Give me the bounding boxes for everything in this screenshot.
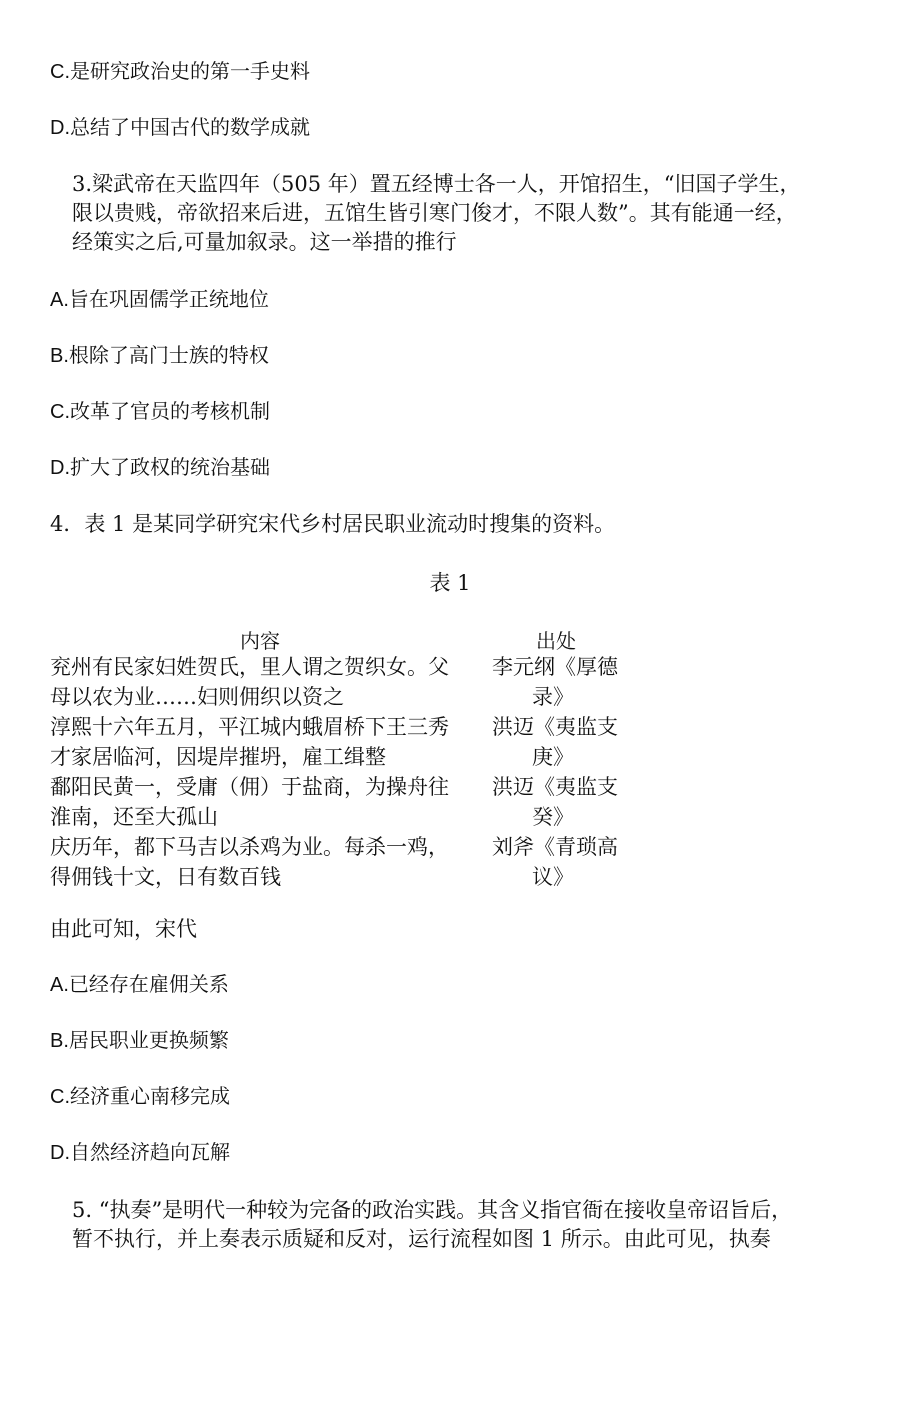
q3-option-c: C.改革了官员的考核机制 <box>50 401 270 423</box>
table-row <box>50 712 650 772</box>
question-5-line-1: 5. “执奏”是明代一种较为完备的政治实践。其含义指官衙在接收皇帝诏旨后， <box>72 1198 793 1222</box>
question-3-line-3: 经策实之后,可量加叙录。这一举措的推行 <box>72 230 457 254</box>
q2-option-d: D.总结了中国古代的数学成就 <box>50 117 310 139</box>
q3-option-a: A.旨在巩固儒学正统地位 <box>50 289 269 311</box>
question-4-conclusion: 由此可知，宋代 <box>50 917 197 941</box>
row-source-line: 癸》 <box>532 805 574 829</box>
row-source-line: 洪迈《夷监支 <box>492 775 618 799</box>
row-content-line: 母以农为业……妇则佣织以资之 <box>50 685 344 709</box>
row-source-line: 洪迈《夷监支 <box>492 715 618 739</box>
row-content-line: 淳熙十六年五月，平江城内蛾眉桥下王三秀 <box>50 715 449 739</box>
question-3-stem <box>72 170 862 257</box>
row-source-line: 刘斧《青琐高 <box>492 835 618 859</box>
table-row <box>50 832 650 892</box>
q3-option-b: B.根除了高门士族的特权 <box>50 345 269 367</box>
table-caption: 表 1 <box>429 571 471 595</box>
row-source-line: 录》 <box>532 685 574 709</box>
q3-option-d: D.扩大了政权的统治基础 <box>50 457 270 479</box>
q4-option-b: B.居民职业更换频繁 <box>50 1030 229 1052</box>
row-content <box>50 832 480 892</box>
q4-option-d: D.自然经济趋向瓦解 <box>50 1142 230 1164</box>
row-content-line: 庆历年，都下马吉以杀鸡为业。每杀一鸡， <box>50 835 449 859</box>
table-header-source: 出处 <box>536 629 576 653</box>
row-source-line: 李元纲《厚德 <box>492 655 618 679</box>
table-header-content: 内容 <box>240 629 280 653</box>
row-content-line: 兖州有民家妇姓贺氏，里人谓之贺织女。父 <box>50 655 449 679</box>
q2-option-c: C.是研究政治史的第一手史料 <box>50 61 310 83</box>
q4-option-a: A.已经存在雇佣关系 <box>50 974 229 996</box>
question-5-line-2: 暂不执行，并上奏表示质疑和反对，运行流程如图 1 所示。由此可见，执奏 <box>72 1227 771 1251</box>
row-content-line: 得佣钱十文，日有数百钱 <box>50 865 281 889</box>
question-3-line-2: 限以贵贱，帝欲招来后进，五馆生皆引寒门俊才，不限人数”。其有能通一经， <box>72 201 797 225</box>
question-3-line-1: 3.梁武帝在天监四年（505 年）置五经博士各一人，开馆招生，“旧国子学生， <box>72 172 801 196</box>
row-content-line: 才家居临河，因堤岸摧坍，雇工缉整 <box>50 745 386 769</box>
row-content <box>50 652 480 712</box>
row-source-line: 庚》 <box>532 745 574 769</box>
table-row <box>50 652 650 712</box>
row-source-line: 议》 <box>532 865 574 889</box>
row-content <box>50 772 480 832</box>
row-content-line: 鄱阳民黄一，受庸（佣）于盐商，为操舟往 <box>50 775 449 799</box>
question-5-stem <box>72 1196 862 1254</box>
q4-option-c: C.经济重心南移完成 <box>50 1086 230 1108</box>
row-content <box>50 712 480 772</box>
row-content-line: 淮南，还至大孤山 <box>50 805 218 829</box>
row-source <box>492 772 632 832</box>
row-source <box>492 652 632 712</box>
row-source <box>492 712 632 772</box>
row-source <box>492 832 632 892</box>
question-4-stem: 4．表 1 是某同学研究宋代乡村居民职业流动时搜集的资料。 <box>50 512 616 536</box>
table-row <box>50 772 650 832</box>
